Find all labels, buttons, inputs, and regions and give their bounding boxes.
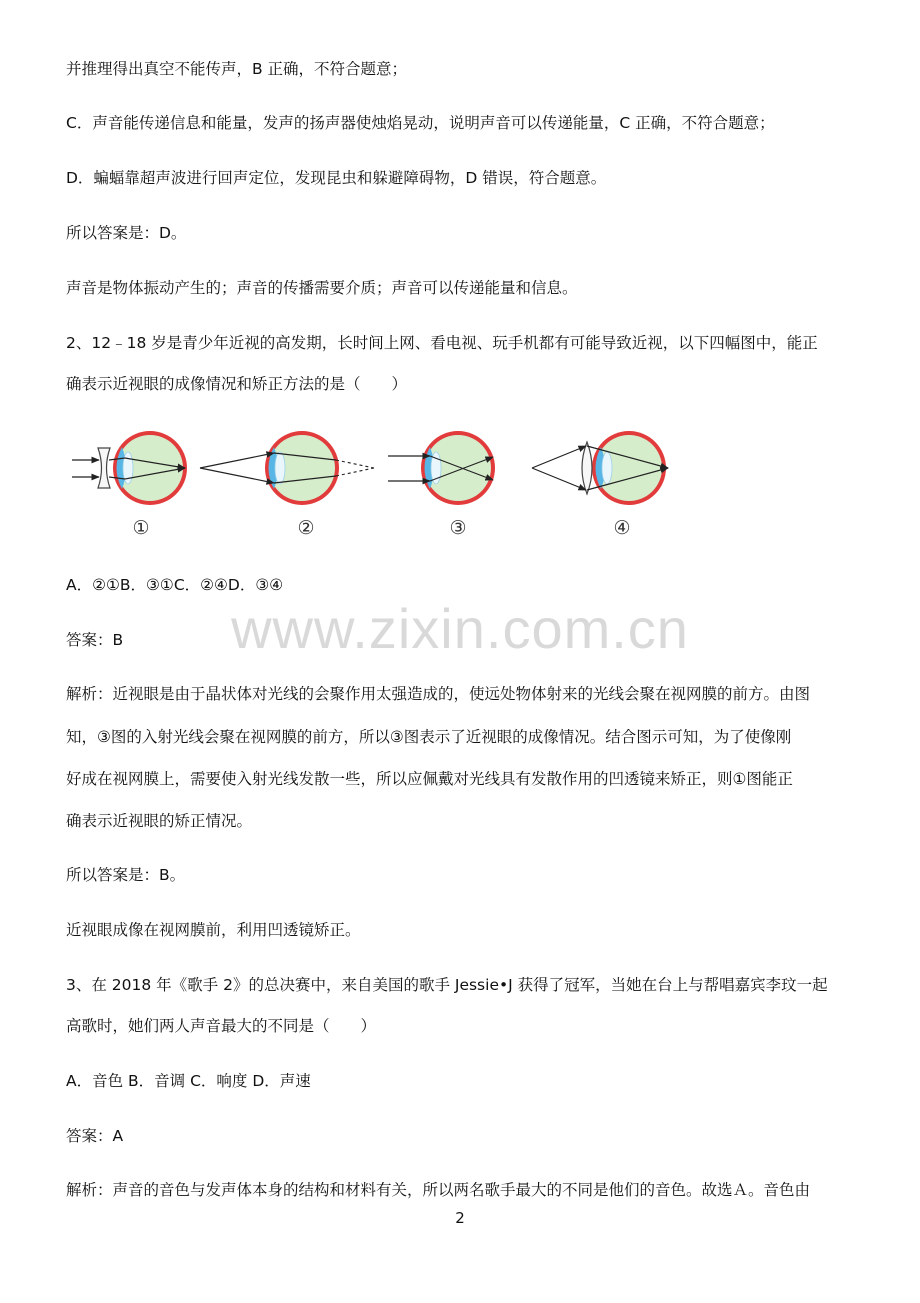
final-answer-q2: 所以答案是：B。: [66, 866, 186, 884]
explanation-q2-line-2: 知，③图的入射光线会聚在视网膜的前方，所以③图表示了近视眼的成像情况。结合图示可知，为了使像刚: [66, 728, 792, 746]
watermark: www.zixin.com.cn: [231, 597, 689, 660]
question-2-line-1: 2、12﹣18 岁是青少年近视的高发期，长时间上网、看电视、玩手机都有可能导致近视，以下四幅图中，能正: [66, 334, 818, 352]
eye-diagram-figure: [66, 422, 686, 548]
eye-figure-3: [388, 431, 495, 539]
answer-line-q1: 所以答案是：D。: [66, 224, 187, 242]
question-3-line-1: 3、在 2018 年《歌手 2》的总决赛中，来自美国的歌手 Jessie•J 获得了冠军，当她在台上与帮唱嘉宾李玟一起: [66, 976, 828, 994]
eye-4: [592, 431, 666, 505]
answer-line-q3: 答案：A: [66, 1127, 124, 1145]
question-2-line-2: 确表示近视眼的成像情况和矫正方法的是（ ）: [66, 375, 408, 393]
convex-lens: [582, 442, 592, 494]
text-line-2: C．声音能传递信息和能量，发声的扬声器使烛焰晃动，说明声音可以传递能量，C 正确，不符合题意；: [66, 114, 775, 132]
eye-3: [421, 431, 495, 505]
answer-line-q2: 答案：B: [66, 631, 124, 649]
figure-label-2: ②: [297, 517, 315, 539]
eye-figure-4: [532, 431, 668, 539]
figure-label-4: ④: [613, 517, 631, 539]
eye-figure-1: [72, 431, 187, 539]
figure-label-1: ①: [132, 517, 150, 539]
summary-line-q2: 近视眼成像在视网膜前，利用凹透镜矫正。: [66, 921, 361, 939]
options-line-q2: A．②①B．③①C．②④D．③④: [66, 576, 284, 594]
options-line-q3: A．音色 B．音调 C．响度 D．声速: [66, 1072, 311, 1090]
explanation-q2-line-4: 确表示近视眼的矫正情况。: [66, 812, 253, 830]
explanation-q2-line-3: 好成在视网膜上，需要使入射光线发散一些，所以应佩戴对光线具有发散作用的凹透镜来矫正，则①图能正: [66, 770, 793, 788]
explanation-q2-line-1: 解析：近视眼是由于晶状体对光线的会聚作用太强造成的，使远处物体射来的光线会聚在视网膜的前方。由图: [66, 685, 811, 703]
figure-label-3: ③: [449, 517, 467, 539]
text-line-1: 并推理得出真空不能传声，B 正确，不符合题意；: [66, 60, 408, 78]
summary-line-q1: 声音是物体振动产生的；声音的传播需要介质；声音可以传递能量和信息。: [66, 279, 578, 297]
eye-figure-2: [200, 431, 374, 539]
question-3-line-2: 高歌时，她们两人声音最大的不同是（ ）: [66, 1017, 377, 1035]
concave-lens: [98, 448, 110, 488]
eye-2: [265, 431, 339, 505]
page-number: 2: [455, 1209, 465, 1227]
text-line-3: D．蝙蝠靠超声波进行回声定位，发现昆虫和躲避障碍物，D 错误，符合题意。: [66, 169, 607, 187]
eye-1: [113, 431, 187, 505]
explanation-q3-line-1: 解析：声音的音色与发声体本身的结构和材料有关，所以两名歌手最大的不同是他们的音色。故选Ａ。音色由: [66, 1181, 811, 1199]
